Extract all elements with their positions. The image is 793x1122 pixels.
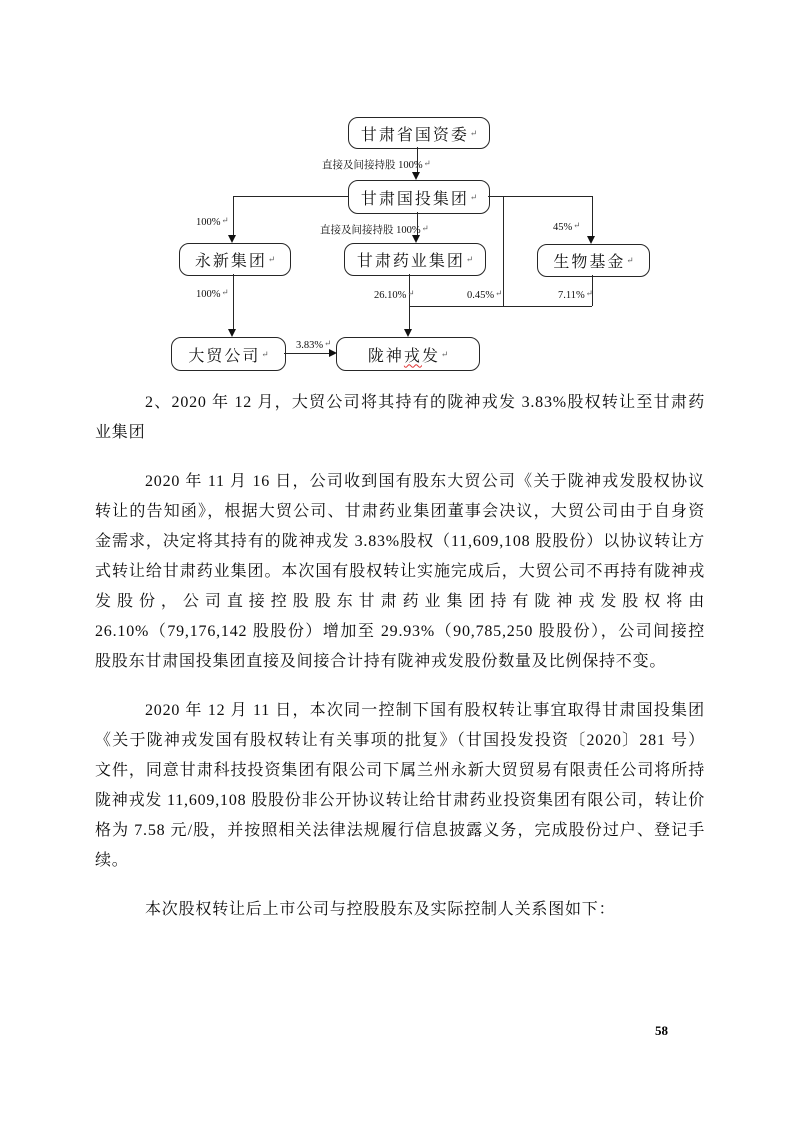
edge-label-text: 直接及间接持股 100% xyxy=(320,225,421,236)
return-mark: ↵ xyxy=(221,215,229,225)
node-label: 生物基金 xyxy=(553,254,626,271)
arrowhead-down xyxy=(228,329,236,337)
edge-label-guotou-to-yongxin xyxy=(196,215,229,228)
node-gansu-pharma-group xyxy=(344,243,486,276)
edge-label-text: 直接及间接持股 100% xyxy=(322,160,423,171)
arrowhead-down xyxy=(404,329,412,337)
node-label: 甘肃国投集团 xyxy=(360,190,469,208)
arrowhead-down xyxy=(412,172,420,180)
return-mark: ↵ xyxy=(465,254,474,264)
return-mark: ↵ xyxy=(221,287,229,297)
edge-line xyxy=(233,274,234,330)
return-mark: ↵ xyxy=(469,127,478,138)
edge-line xyxy=(284,353,329,354)
label-part: 发 xyxy=(421,347,440,365)
page-number: 58 xyxy=(655,1023,668,1038)
edge-label-yongxin-to-damao xyxy=(196,287,229,300)
body-text xyxy=(95,388,705,925)
equity-structure-diagram xyxy=(0,0,793,390)
edge-line xyxy=(233,196,348,197)
label-part: 陇神 xyxy=(367,347,404,365)
return-mark: ↵ xyxy=(469,191,478,202)
edge-label-pharma-to-longshen xyxy=(374,288,415,301)
paragraph-relationship-chart-intro: 本次股权转让后上市公司与控股股东及实际控制人关系图如下： xyxy=(145,901,616,918)
return-mark: ↵ xyxy=(573,220,581,230)
edge-label-guotou-to-pharma xyxy=(320,222,429,237)
return-mark: ↵ xyxy=(421,223,429,233)
edge-label-text: 100% xyxy=(196,289,221,300)
label-part-spellcheck: 戎 xyxy=(403,347,422,365)
edge-line xyxy=(503,196,504,306)
edge-label-text: 45% xyxy=(553,222,573,233)
paragraph-transfer-notice: 2020 年 11 月 16 日，公司收到国有股东大贸公司《关于陇神戎发股权协议转让的告知函》，根据大贸公司、甘肃药业集团董事会决议，大贸公司由于自身资金需求，决定将其持有的陇神戎发 3.83%股权（11,609,108 股股份）以协议转让方式转让给甘肃药业集团。本次国有股权转让实施完成后，大贸公司不再持有陇神戎发股份，公司直接控股股东甘肃药业集团持有陇神戎发股权将由 26.10%（79,176,142 股股份）增加至 29.93%（90,785,250 股股份），公司间接控股股东甘肃国投集团直接及间接合计持有陇神戎发股份数量及比例保持不变。 xyxy=(95,473,705,670)
arrowhead-down xyxy=(587,236,595,244)
node-yongxin-group xyxy=(179,243,291,276)
node-label: 甘肃药业集团 xyxy=(356,253,465,270)
node-label: 甘肃省国资委 xyxy=(360,126,469,144)
edge-label-guotou-to-bio xyxy=(553,220,580,233)
return-mark: ↵ xyxy=(267,254,276,264)
edge-label-text: 26.10% xyxy=(374,290,407,301)
return-mark: ↵ xyxy=(495,288,503,298)
return-mark: ↵ xyxy=(407,288,415,298)
edge-line xyxy=(592,196,593,237)
edge-label-bio-to-longshen xyxy=(558,288,593,301)
paragraph-approval-document: 2020 年 12 月 11 日，本次同一控制下国有股权转让事宜取得甘肃国投集团《关于陇神戎发国有股权转让有关事项的批复》（甘国投发投资〔2020〕281 号）文件，同意甘肃科技投资集团有限公司下属兰州永新大贸贸易有限责任公司将所持陇神戎发 11,609,108 股股份非公开协议转让给甘肃药业投资集团有限公司，转让价格为 7.58 元/股，并按照相关法律法规履行信息披露义务，完成股份过户、登记手续。 xyxy=(95,702,705,869)
node-provincial-sasac xyxy=(348,117,490,149)
return-mark: ↵ xyxy=(585,288,593,298)
edge-line xyxy=(233,196,234,236)
return-mark: ↵ xyxy=(324,338,332,348)
node-label xyxy=(368,343,440,366)
edge-label-text: 3.83% xyxy=(296,340,324,351)
node-gansu-guotou-group xyxy=(348,180,490,214)
return-mark: ↵ xyxy=(261,348,269,359)
edge-label-text: 100% xyxy=(196,217,221,228)
edge-label-sasac-to-guotou xyxy=(322,157,431,172)
return-mark: ↵ xyxy=(626,255,634,265)
edge-label-text: 7.11% xyxy=(558,290,585,301)
edge-label-damao-to-longshen xyxy=(296,338,331,351)
node-bio-fund xyxy=(537,244,650,277)
return-mark: ↵ xyxy=(423,158,431,168)
paragraph-section-heading: 2、2020 年 12 月，大贸公司将其持有的陇神戎发 3.83%股权转让至甘肃药业集团 xyxy=(95,394,705,441)
node-longshen-rongfa xyxy=(336,337,480,371)
edge-label-guotou-to-longshen xyxy=(467,288,502,301)
return-mark: ↵ xyxy=(440,348,449,359)
arrowhead-down xyxy=(228,235,236,243)
edge-label-text: 0.45% xyxy=(467,290,495,301)
edge-line xyxy=(409,274,410,330)
node-damao-company xyxy=(171,337,286,371)
edge-line xyxy=(409,306,592,307)
node-label: 永新集团 xyxy=(194,253,267,270)
node-label: 大贸公司 xyxy=(188,347,261,365)
